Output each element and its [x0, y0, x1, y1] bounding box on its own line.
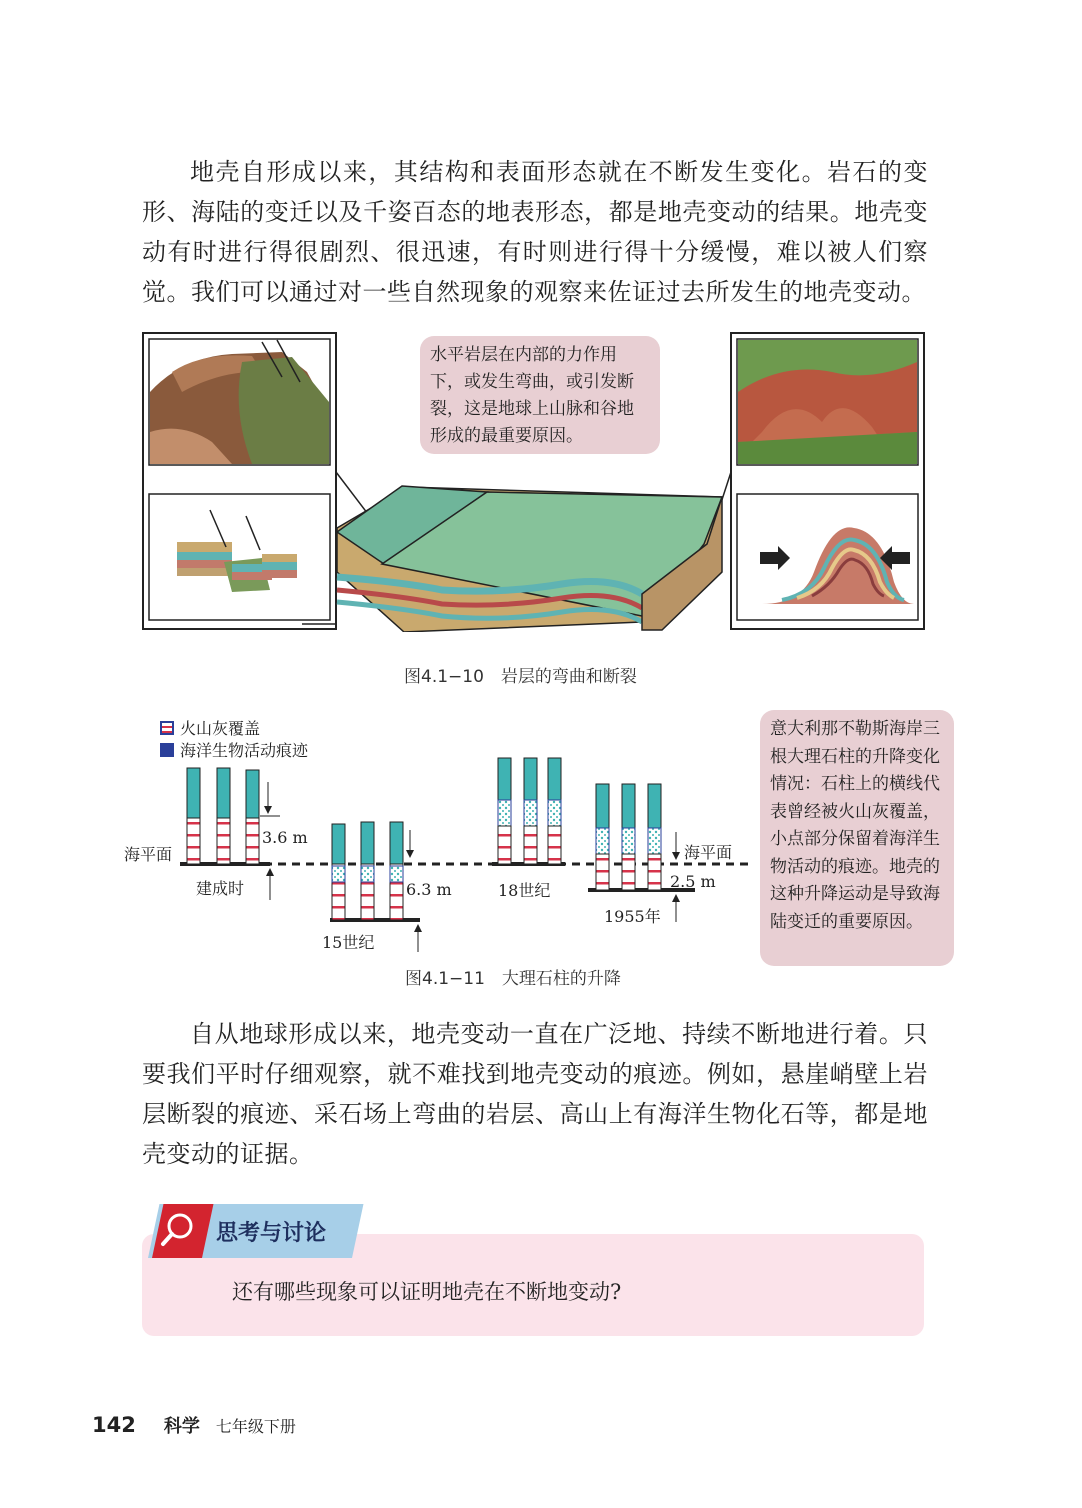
discussion-question: 还有哪些现象可以证明地壳在不断地变动? — [232, 1280, 622, 1304]
label-18th-century: 18世纪 — [498, 881, 551, 900]
legend-label-ash: 火山灰覆盖 — [180, 719, 261, 738]
figure1-note-text: 水平岩层在内部的力作用下，或发生弯曲，或引发断裂，这是地球上山脉和谷地形成的最重要原因。 — [430, 345, 634, 446]
intro-paragraph-text: 地壳自形成以来，其结构和表面形态就在不断发生变化。岩石的变形、海陆的变迁以及千姿百态的地表形态，都是地壳变动的结果。地壳变动有时进行得很剧烈、很迅速，有时则进行得十分缓慢，难以被人们察觉。我们可以通过对一些自然现象的观察来佐证过去所发生的地壳变动。 — [142, 158, 928, 306]
label-1955: 1955年 — [604, 907, 661, 926]
figure1-note — [420, 336, 660, 454]
label-3-6m: 3.6 m — [262, 828, 308, 847]
sea-level-label-right: 海平面 — [684, 843, 733, 862]
columns-1955 — [588, 784, 695, 922]
legend-label-marine: 海洋生物活动痕迹 — [180, 741, 309, 760]
figure-marble-columns — [120, 710, 760, 960]
figure2-note — [760, 710, 954, 966]
label-2-5m: 2.5 m — [670, 872, 716, 891]
label-15th-century: 15世纪 — [322, 933, 375, 952]
discussion-title: 思考与讨论 — [216, 1221, 327, 1246]
discussion-box — [142, 1202, 924, 1336]
label-6-3m: 6.3 m — [406, 880, 452, 899]
second-paragraph — [142, 1014, 928, 1174]
page-footer — [92, 1412, 296, 1438]
figure2-note-text: 意大利那不勒斯海岸三根大理石柱的升降变化情况：石柱上的横线代表曾经被火山灰覆盖，小点部分保留着海洋生物活动的痕迹。地壳的这种升降运动是导致海陆变迁的重要原因。 — [770, 719, 940, 932]
magnifier-icon — [158, 1210, 198, 1252]
columns-diagram — [120, 710, 760, 960]
figure1-caption: 图4.1−10 岩层的弯曲和断裂 — [404, 667, 637, 687]
second-paragraph-text: 自从地球形成以来，地壳变动一直在广泛地、持续不断地进行着。只要我们平时仔细观察，就不难找到地壳变动的痕迹。例如，悬崖峭壁上岩层断裂的痕迹、采石场上弯曲的岩层、高山上有海洋生物化石等，都是地壳变动的证据。 — [142, 1020, 928, 1168]
page-number: 142 — [92, 1413, 136, 1437]
intro-paragraph — [142, 152, 928, 312]
label-built: 建成时 — [196, 879, 245, 898]
central-block-diagram — [337, 486, 722, 632]
footer-grade: 七年级下册 — [215, 1416, 296, 1436]
footer-subject: 科学 — [163, 1416, 200, 1437]
figure2-caption: 图4.1−11 大理石柱的升降 — [405, 969, 621, 989]
columns-18th-century — [492, 758, 565, 864]
sea-level-label-left: 海平面 — [124, 845, 173, 864]
